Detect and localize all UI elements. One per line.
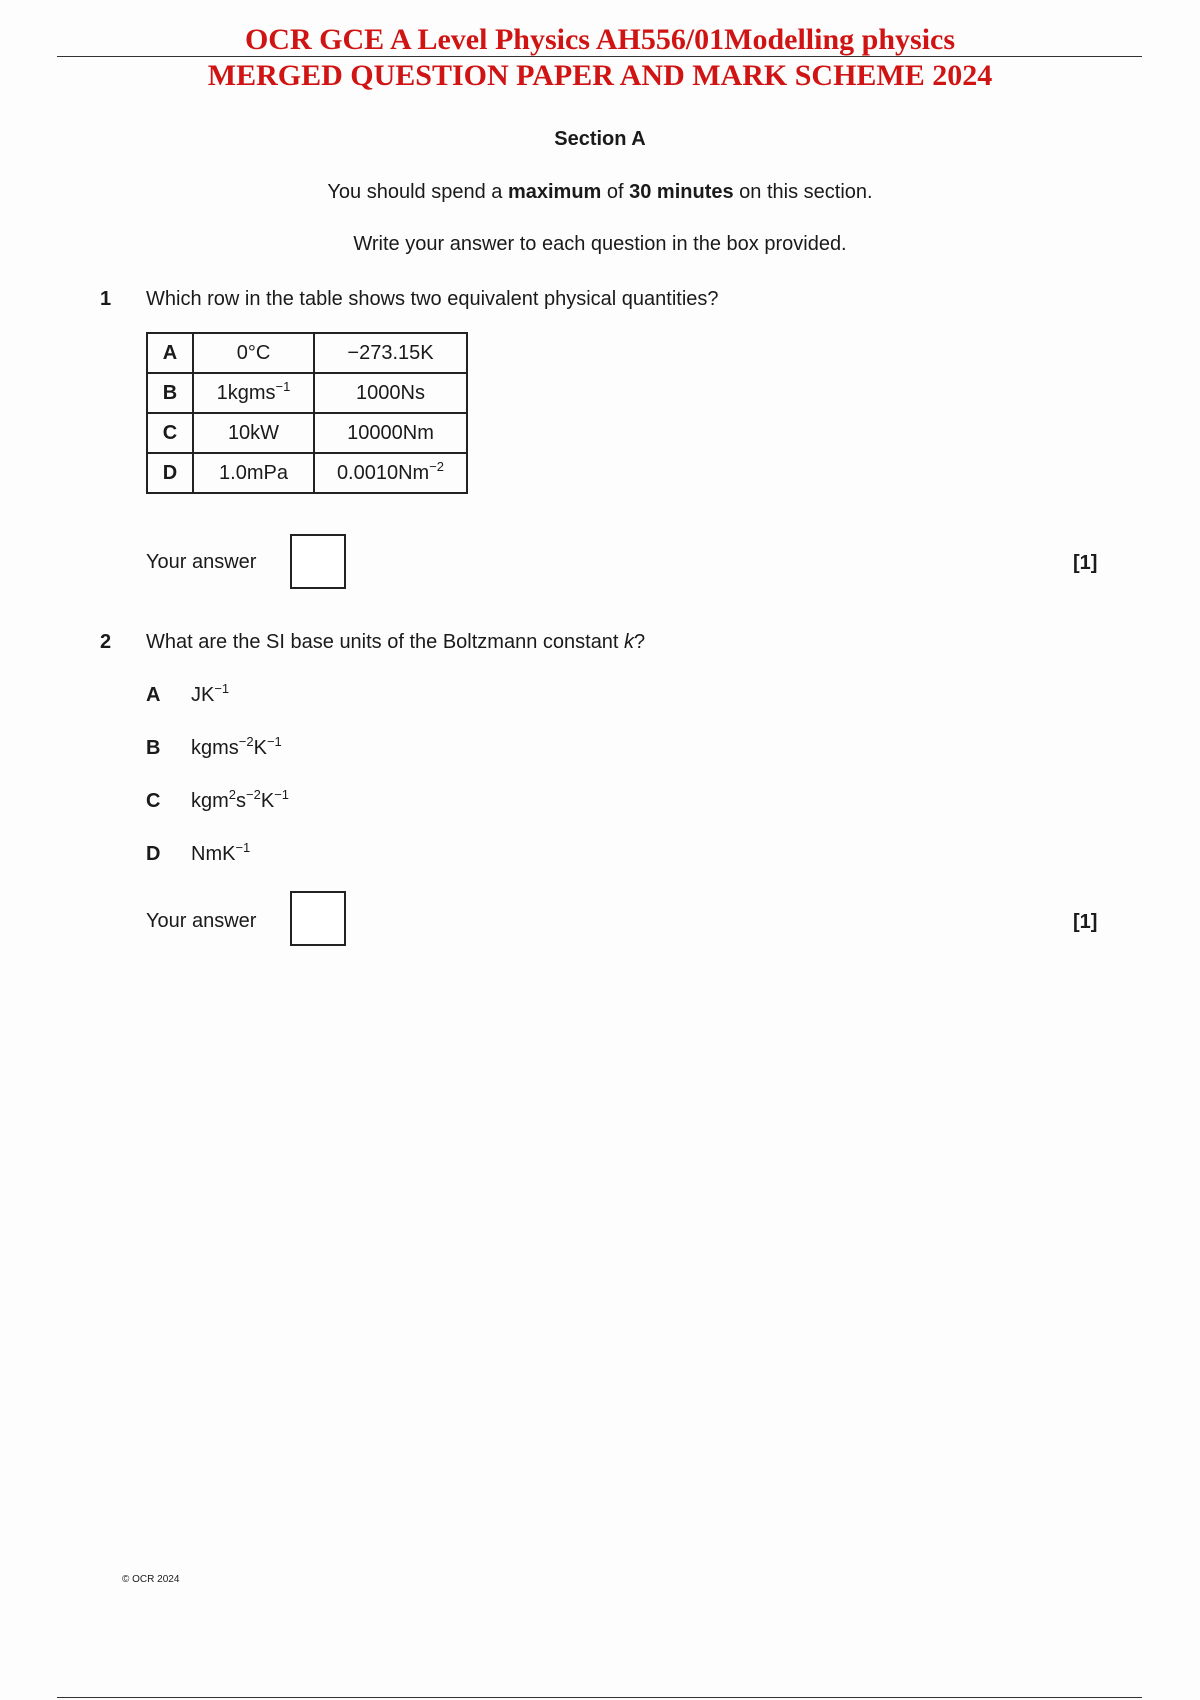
row-letter: C	[147, 413, 193, 453]
option-c-units: $kgm^2s^{-2}K^{-1}$	[191, 787, 290, 812]
table-row	[147, 453, 467, 493]
option-a-letter: A	[146, 684, 161, 706]
option-a-units: $JK^{-1}$	[191, 681, 230, 706]
question-1-text: Which row in the table shows two equivalent physical quantities?	[146, 288, 719, 310]
option-d-letter: D	[146, 843, 161, 865]
question-1-number: 1	[100, 288, 112, 310]
question-1-answer-box[interactable]	[290, 534, 346, 589]
option-b-units: $kgms^{-2}K^{-1}$	[191, 734, 282, 759]
answer-instruction: Write your answer to each question in the box provided.	[353, 233, 847, 255]
row-letter: B	[147, 373, 193, 413]
row-quantity-1: 0°C	[193, 333, 314, 373]
section-title: Section A	[554, 128, 646, 150]
row-letter: A	[147, 333, 193, 373]
table-row	[147, 413, 467, 453]
footer-rule	[57, 1697, 1142, 1698]
header-rule	[57, 56, 1142, 57]
question-1-marks: [1]	[1073, 552, 1098, 574]
row-quantity-1: 1.0mPa	[193, 453, 314, 493]
row-quantity-2: 1000Ns	[314, 373, 467, 413]
question-2-text: What are the SI base units of the Boltzmann constant k?	[146, 631, 646, 653]
document-title: OCR GCE A Level Physics AH556/01Modelling physics	[244, 23, 956, 56]
option-d-units: NmK$^{-1}$	[191, 840, 251, 865]
row-letter: D	[147, 453, 193, 493]
table-row	[147, 333, 467, 373]
question-1-answer-label: Your answer	[146, 551, 257, 573]
option-b-letter: B	[146, 737, 161, 759]
row-quantity-2: $0.0010Nm^{-2}$	[314, 453, 467, 493]
question-2-answer-label: Your answer	[146, 910, 257, 932]
question-2-marks: [1]	[1073, 911, 1098, 933]
row-quantity-2: 10000Nm	[314, 413, 467, 453]
row-quantity-2: −273.15K	[314, 333, 467, 373]
time-instruction: You should spend a maximum of 30 minutes on this section.	[327, 181, 873, 203]
row-quantity-1: 10kW	[193, 413, 314, 453]
table-row	[147, 373, 467, 413]
document-subtitle: MERGED QUESTION PAPER AND MARK SCHEME 2024	[207, 59, 993, 92]
question-2-number: 2	[100, 631, 112, 653]
row-quantity-1: 1kgms$^{-1}$	[193, 373, 314, 413]
question-1-table	[146, 332, 468, 494]
question-2-answer-box[interactable]	[290, 891, 346, 946]
option-c-letter: C	[146, 790, 161, 812]
copyright-notice: © OCR 2024	[122, 1574, 180, 1585]
